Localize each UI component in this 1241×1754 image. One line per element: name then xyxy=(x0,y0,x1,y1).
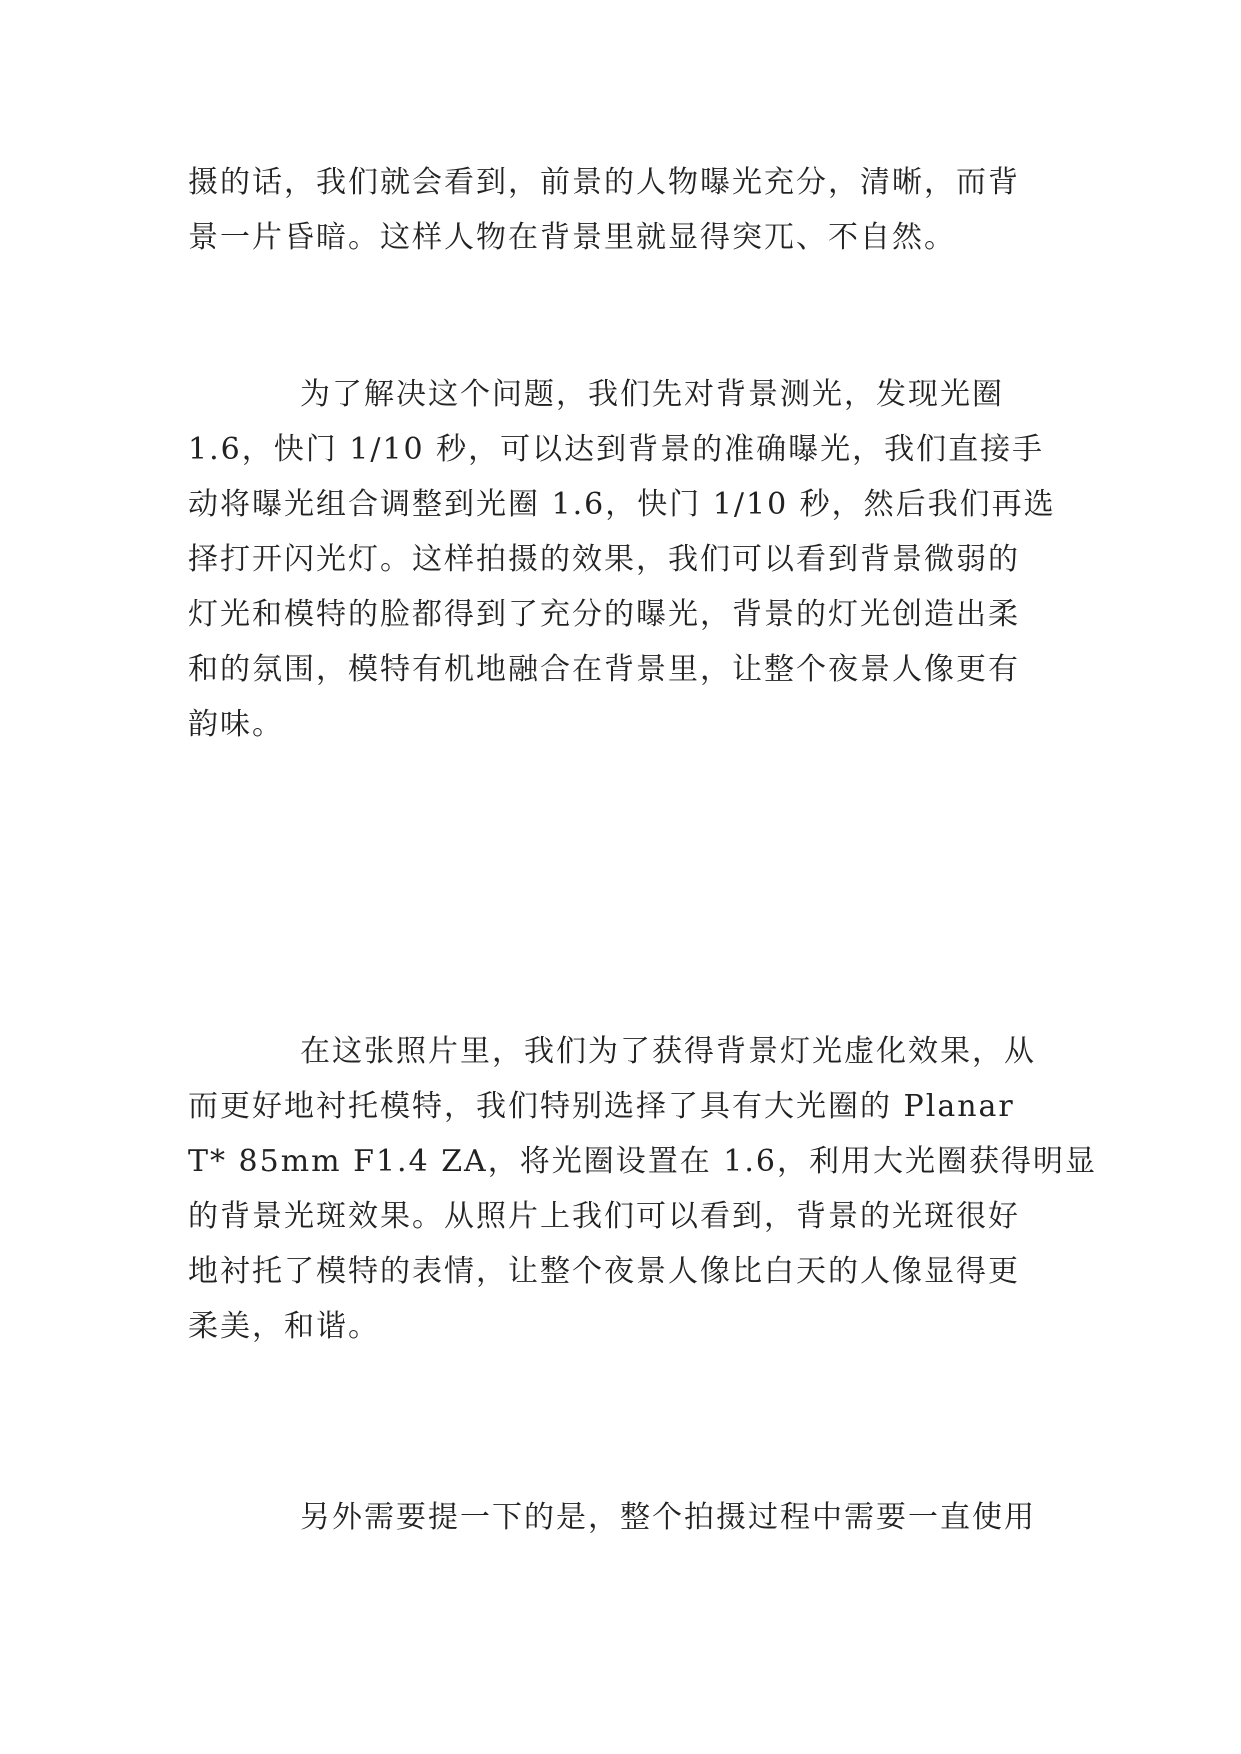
paragraph-line: 择打开闪光灯。这样拍摄的效果，我们可以看到背景微弱的 xyxy=(188,542,1020,577)
paragraph-line: 摄的话，我们就会看到，前景的人物曝光充分，清晰，而背 xyxy=(188,165,1020,200)
paragraph-line: 动将曝光组合调整到光圈 1.6，快门 1/10 秒，然后我们再选 xyxy=(188,487,1056,522)
paragraph-line: 柔美，和谐。 xyxy=(188,1309,380,1344)
paragraph-line: 在这张照片里，我们为了获得背景灯光虚化效果，从 xyxy=(300,1034,1036,1069)
paragraph-line: 和的氛围，模特有机地融合在背景里，让整个夜景人像更有 xyxy=(188,652,1020,687)
paragraph-line: 为了解决这个问题，我们先对背景测光，发现光圈 xyxy=(300,377,1004,412)
paragraph-line: 1.6，快门 1/10 秒，可以达到背景的准确曝光，我们直接手 xyxy=(188,432,1045,467)
paragraph-line: 韵味。 xyxy=(188,707,284,742)
paragraph-line: 而更好地衬托模特，我们特别选择了具有大光圈的 Planar xyxy=(188,1089,1015,1124)
paragraph-line: 景一片昏暗。这样人物在背景里就显得突兀、不自然。 xyxy=(188,220,956,255)
paragraph-line: 另外需要提一下的是，整个拍摄过程中需要一直使用 xyxy=(300,1500,1036,1535)
paragraph-line: 地衬托了模特的表情，让整个夜景人像比白天的人像显得更 xyxy=(188,1254,1020,1289)
paragraph-line: 灯光和模特的脸都得到了充分的曝光，背景的灯光创造出柔 xyxy=(188,597,1020,632)
paragraph-line: 的背景光斑效果。从照片上我们可以看到，背景的光斑很好 xyxy=(188,1199,1020,1234)
paragraph-line: T* 85mm F1.4 ZA，将光圈设置在 1.6，利用大光圈获得明显 xyxy=(188,1144,1097,1179)
